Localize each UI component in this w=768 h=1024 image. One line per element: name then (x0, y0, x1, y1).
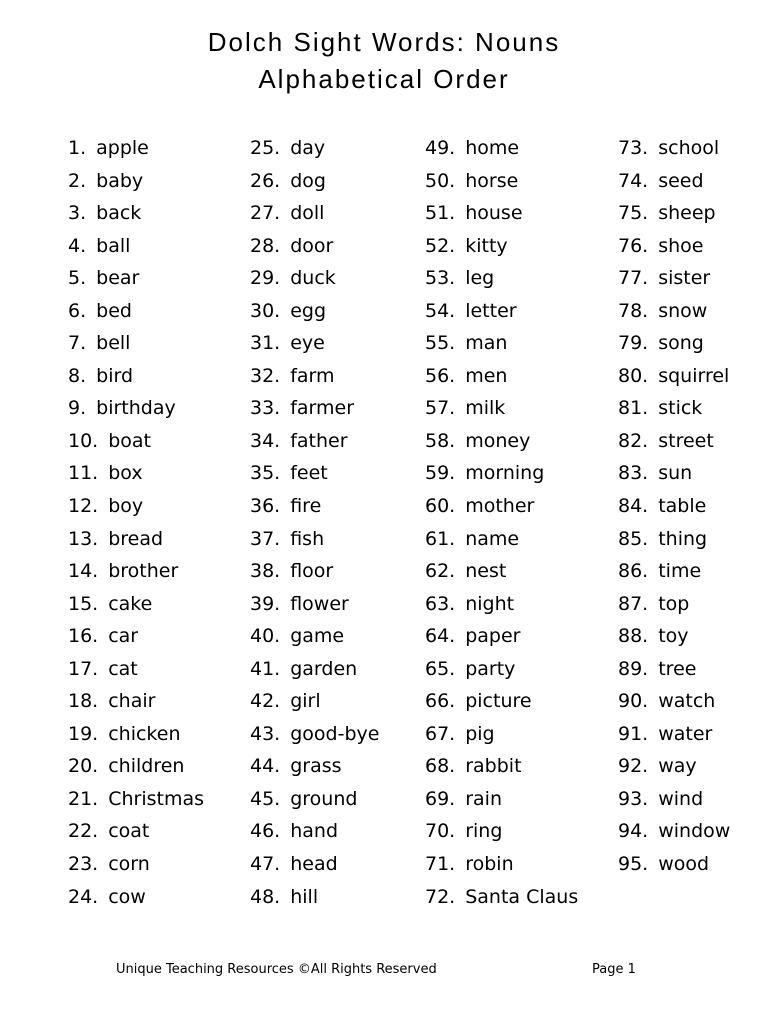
word-list-item (68, 430, 204, 463)
sight-word: top (658, 592, 690, 615)
word-number: 68. (425, 755, 456, 778)
sight-word: street (658, 429, 714, 452)
word-number: 33. (250, 397, 281, 420)
sight-word: children (108, 755, 185, 778)
word-number: 67. (425, 722, 456, 745)
word-list-item (68, 365, 204, 398)
word-number: 27. (250, 202, 281, 225)
word-number: 18. (68, 690, 99, 713)
word-list-item (250, 658, 379, 691)
word-list-item (618, 528, 730, 561)
word-list-item (68, 560, 204, 593)
sight-word: robin (465, 853, 514, 876)
word-number: 40. (250, 625, 281, 648)
word-number: 59. (425, 462, 456, 485)
page-title: Dolch Sight Words: Nouns (207, 27, 561, 57)
word-list-item (250, 593, 379, 626)
word-number: 46. (250, 820, 281, 843)
word-list-item (618, 690, 730, 723)
word-list-item (425, 332, 578, 365)
word-list-item (68, 397, 204, 430)
word-column-3 (425, 137, 578, 918)
word-list-item (68, 788, 204, 821)
sight-word: rabbit (465, 755, 522, 778)
word-number: 34. (250, 429, 281, 452)
sight-word: stick (658, 397, 703, 420)
sight-word: bed (96, 299, 132, 322)
word-number: 12. (68, 495, 99, 518)
word-number: 76. (618, 234, 649, 257)
sight-word: way (658, 755, 697, 778)
sight-word: feet (290, 462, 328, 485)
word-number: 60. (425, 495, 456, 518)
word-number: 91. (618, 722, 649, 745)
word-list-item (68, 300, 204, 333)
word-list-item (250, 495, 379, 528)
word-list-item (68, 202, 204, 235)
sight-word: Santa Claus (465, 885, 579, 908)
word-number: 39. (250, 592, 281, 615)
word-list-item (425, 397, 578, 430)
word-list-item (68, 820, 204, 853)
word-list-item (250, 332, 379, 365)
sight-word: shoe (658, 234, 704, 257)
word-number: 11. (68, 462, 99, 485)
word-number: 79. (618, 332, 649, 355)
word-list-item (618, 137, 730, 170)
word-list-item (425, 560, 578, 593)
sight-word: bird (96, 364, 134, 387)
sight-word: bread (108, 527, 164, 550)
word-number: 10. (68, 429, 99, 452)
word-list-item (425, 755, 578, 788)
sight-word: hill (290, 885, 319, 908)
word-list-item (425, 170, 578, 203)
sight-word: squirrel (658, 364, 730, 387)
sight-word: game (290, 625, 345, 648)
word-number: 23. (68, 853, 99, 876)
word-number: 24. (68, 885, 99, 908)
word-list-item (618, 397, 730, 430)
word-number: 74. (618, 169, 649, 192)
sight-word: school (658, 137, 720, 159)
word-list-item (618, 820, 730, 853)
word-number: 19. (68, 722, 99, 745)
word-number: 30. (250, 299, 281, 322)
word-number: 43. (250, 722, 281, 745)
sight-word: men (465, 364, 508, 387)
word-list-item (250, 820, 379, 853)
word-list-item (425, 235, 578, 268)
sight-word: ground (290, 787, 358, 810)
word-number: 77. (618, 267, 649, 290)
word-list-item (425, 658, 578, 691)
sight-word: money (465, 429, 531, 452)
word-number: 38. (250, 560, 281, 583)
sight-word: water (658, 722, 713, 745)
word-list-item (618, 560, 730, 593)
word-list-item (250, 235, 379, 268)
sight-word: nest (465, 560, 507, 583)
word-number: 84. (618, 495, 649, 518)
word-list-item (425, 528, 578, 561)
word-number: 58. (425, 429, 456, 452)
word-list-item (68, 137, 204, 170)
word-list-item (425, 462, 578, 495)
sight-word: Christmas (108, 787, 205, 810)
word-number: 53. (425, 267, 456, 290)
sight-word: watch (658, 690, 716, 713)
word-list-item (618, 267, 730, 300)
word-list-item (68, 332, 204, 365)
word-list-item (250, 397, 379, 430)
sight-word: mother (465, 495, 535, 518)
word-list-item (618, 300, 730, 333)
page-subtitle: Alphabetical Order (258, 64, 510, 94)
word-list-item (425, 690, 578, 723)
word-number: 6. (68, 299, 87, 322)
sight-word: ring (465, 820, 503, 843)
word-number: 88. (618, 625, 649, 648)
word-list-item (68, 235, 204, 268)
word-list-item (250, 625, 379, 658)
sight-word: bell (96, 332, 131, 355)
sight-word: day (290, 137, 326, 159)
word-number: 93. (618, 787, 649, 810)
word-list-item (250, 462, 379, 495)
word-list-item (68, 495, 204, 528)
word-list-item (618, 723, 730, 756)
sight-word: thing (658, 527, 708, 550)
word-number: 16. (68, 625, 99, 648)
word-list-item (250, 365, 379, 398)
word-list-item (68, 528, 204, 561)
word-number: 35. (250, 462, 281, 485)
word-number: 45. (250, 787, 281, 810)
word-list-item (68, 755, 204, 788)
word-list-item (425, 625, 578, 658)
sight-word: sun (658, 462, 693, 485)
word-number: 64. (425, 625, 456, 648)
word-list-item (618, 658, 730, 691)
word-number: 72. (425, 885, 456, 908)
sight-word: duck (290, 267, 336, 290)
footer-copyright: Unique Teaching Resources ©All Rights Reserved (116, 962, 437, 977)
sight-word: farm (290, 364, 335, 387)
word-number: 81. (618, 397, 649, 420)
sight-word: car (108, 625, 139, 648)
word-number: 55. (425, 332, 456, 355)
word-number: 49. (425, 137, 456, 159)
word-list-item (618, 170, 730, 203)
sight-word: head (290, 853, 338, 876)
sight-word: snow (658, 299, 708, 322)
sight-word: time (658, 560, 702, 583)
sight-word: egg (290, 299, 327, 322)
word-number: 82. (618, 429, 649, 452)
word-list-item (68, 723, 204, 756)
word-number: 22. (68, 820, 99, 843)
word-list-item (618, 365, 730, 398)
sight-word: fish (290, 527, 325, 550)
sight-word: brother (108, 560, 179, 583)
sight-word: song (658, 332, 704, 355)
word-number: 20. (68, 755, 99, 778)
word-list-item (618, 202, 730, 235)
word-number: 73. (618, 137, 649, 159)
word-list-item (425, 137, 578, 170)
word-list-item (68, 462, 204, 495)
word-list-item (68, 658, 204, 691)
word-list-item (618, 625, 730, 658)
word-number: 37. (250, 527, 281, 550)
word-column-4 (618, 137, 730, 886)
sight-word: toy (658, 625, 689, 648)
word-list-item (425, 788, 578, 821)
sight-word: dog (290, 169, 326, 192)
sight-word: corn (108, 853, 150, 876)
word-list-item (618, 593, 730, 626)
sight-word: grass (290, 755, 342, 778)
word-list-item (250, 853, 379, 886)
sight-word: pig (465, 722, 495, 745)
sight-word: apple (96, 137, 149, 159)
word-number: 50. (425, 169, 456, 192)
word-number: 32. (250, 364, 281, 387)
sight-word: door (290, 234, 334, 257)
sight-word: chicken (108, 722, 181, 745)
word-list-item (425, 202, 578, 235)
sight-word: cat (108, 657, 138, 680)
word-list-item (250, 690, 379, 723)
word-number: 36. (250, 495, 281, 518)
sight-word: baby (96, 169, 144, 192)
word-list-item (250, 300, 379, 333)
sight-word: house (465, 202, 523, 225)
sight-word: sheep (658, 202, 716, 225)
word-number: 70. (425, 820, 456, 843)
word-number: 4. (68, 234, 87, 257)
sight-word: picture (465, 690, 532, 713)
word-number: 14. (68, 560, 99, 583)
sight-word: night (465, 592, 515, 615)
sight-word: paper (465, 625, 521, 648)
word-number: 42. (250, 690, 281, 713)
word-number: 13. (68, 527, 99, 550)
sight-word: letter (465, 299, 517, 322)
word-number: 52. (425, 234, 456, 257)
word-list-item (425, 495, 578, 528)
sight-word: cake (108, 592, 153, 615)
word-number: 62. (425, 560, 456, 583)
word-list-item (618, 788, 730, 821)
word-list-item (425, 430, 578, 463)
sight-word: chair (108, 690, 156, 713)
word-number: 78. (618, 299, 649, 322)
word-list-item (250, 202, 379, 235)
sight-word: party (465, 657, 516, 680)
sight-word: box (108, 462, 143, 485)
word-number: 85. (618, 527, 649, 550)
sight-word: kitty (465, 234, 508, 257)
word-number: 41. (250, 657, 281, 680)
word-number: 29. (250, 267, 281, 290)
word-number: 90. (618, 690, 649, 713)
word-number: 80. (618, 364, 649, 387)
sight-word: horse (465, 169, 519, 192)
word-list-item (68, 593, 204, 626)
sight-word: boy (108, 495, 144, 518)
word-list-item (250, 170, 379, 203)
word-number: 28. (250, 234, 281, 257)
word-number: 66. (425, 690, 456, 713)
word-number: 75. (618, 202, 649, 225)
sight-word: seed (658, 169, 704, 192)
word-number: 21. (68, 787, 99, 810)
word-number: 92. (618, 755, 649, 778)
word-number: 63. (425, 592, 456, 615)
word-list-item (68, 886, 204, 919)
sight-word: table (658, 495, 707, 518)
word-number: 83. (618, 462, 649, 485)
word-number: 54. (425, 299, 456, 322)
word-list-item (250, 723, 379, 756)
word-number: 1. (68, 137, 87, 159)
sight-word: eye (290, 332, 325, 355)
sight-word: good-bye (290, 722, 380, 745)
word-number: 3. (68, 202, 87, 225)
sight-word: window (658, 820, 731, 843)
word-number: 69. (425, 787, 456, 810)
word-list-item (250, 886, 379, 919)
word-list-item (68, 625, 204, 658)
word-number: 31. (250, 332, 281, 355)
word-list-item (618, 853, 730, 886)
sight-word: floor (290, 560, 334, 583)
word-list-item (250, 137, 379, 170)
word-list-item (425, 267, 578, 300)
word-list-item (68, 170, 204, 203)
word-list-item (618, 755, 730, 788)
word-number: 48. (250, 885, 281, 908)
sight-word: girl (290, 690, 321, 713)
word-number: 9. (68, 397, 87, 420)
sight-word: man (465, 332, 508, 355)
word-number: 71. (425, 853, 456, 876)
page-number: Page 1 (592, 962, 636, 977)
word-number: 15. (68, 592, 99, 615)
word-column-2 (250, 137, 379, 918)
word-number: 57. (425, 397, 456, 420)
word-list-item (68, 267, 204, 300)
word-list-item (250, 430, 379, 463)
word-number: 65. (425, 657, 456, 680)
sight-word: morning (465, 462, 545, 485)
word-list-item (425, 853, 578, 886)
sight-word: name (465, 527, 520, 550)
word-list-item (68, 853, 204, 886)
word-list-item (618, 430, 730, 463)
sight-word: boat (108, 429, 151, 452)
word-column-1 (68, 137, 204, 918)
word-number: 7. (68, 332, 87, 355)
word-list-item (425, 300, 578, 333)
sight-word: leg (465, 267, 495, 290)
word-list-item (250, 560, 379, 593)
sight-word: sister (658, 267, 711, 290)
sight-word: home (465, 137, 520, 159)
word-list-item (425, 723, 578, 756)
sight-word: back (96, 202, 142, 225)
word-list-item (618, 235, 730, 268)
word-list-item (425, 820, 578, 853)
word-number: 94. (618, 820, 649, 843)
sight-word: fire (290, 495, 322, 518)
sight-word: cow (108, 885, 146, 908)
word-number: 17. (68, 657, 99, 680)
sight-word: doll (290, 202, 325, 225)
sight-word: birthday (96, 397, 176, 420)
word-number: 51. (425, 202, 456, 225)
word-number: 47. (250, 853, 281, 876)
word-list-item (425, 365, 578, 398)
sight-word: farmer (290, 397, 355, 420)
word-number: 2. (68, 169, 87, 192)
word-number: 86. (618, 560, 649, 583)
sight-word: ball (96, 234, 131, 257)
sight-word: coat (108, 820, 150, 843)
sight-word: flower (290, 592, 349, 615)
word-list-item (618, 332, 730, 365)
word-list-item (250, 528, 379, 561)
sight-word: hand (290, 820, 339, 843)
word-list-item (68, 690, 204, 723)
sight-word: father (290, 429, 348, 452)
word-list-item (250, 788, 379, 821)
word-list-item (618, 462, 730, 495)
sight-word: wood (658, 853, 710, 876)
word-list-item (250, 267, 379, 300)
sight-word: bear (96, 267, 140, 290)
word-number: 61. (425, 527, 456, 550)
sight-word: garden (290, 657, 358, 680)
sight-word: tree (658, 657, 697, 680)
word-number: 5. (68, 267, 87, 290)
sight-word: milk (465, 397, 506, 420)
word-list-item (618, 495, 730, 528)
word-list-item (425, 886, 578, 919)
word-list-item (425, 593, 578, 626)
word-number: 95. (618, 853, 649, 876)
word-number: 56. (425, 364, 456, 387)
sight-word: wind (658, 787, 704, 810)
sight-word: rain (465, 787, 502, 810)
word-list-item (250, 755, 379, 788)
word-number: 8. (68, 364, 87, 387)
word-number: 26. (250, 169, 281, 192)
word-number: 89. (618, 657, 649, 680)
word-number: 44. (250, 755, 281, 778)
word-number: 25. (250, 137, 281, 159)
word-number: 87. (618, 592, 649, 615)
